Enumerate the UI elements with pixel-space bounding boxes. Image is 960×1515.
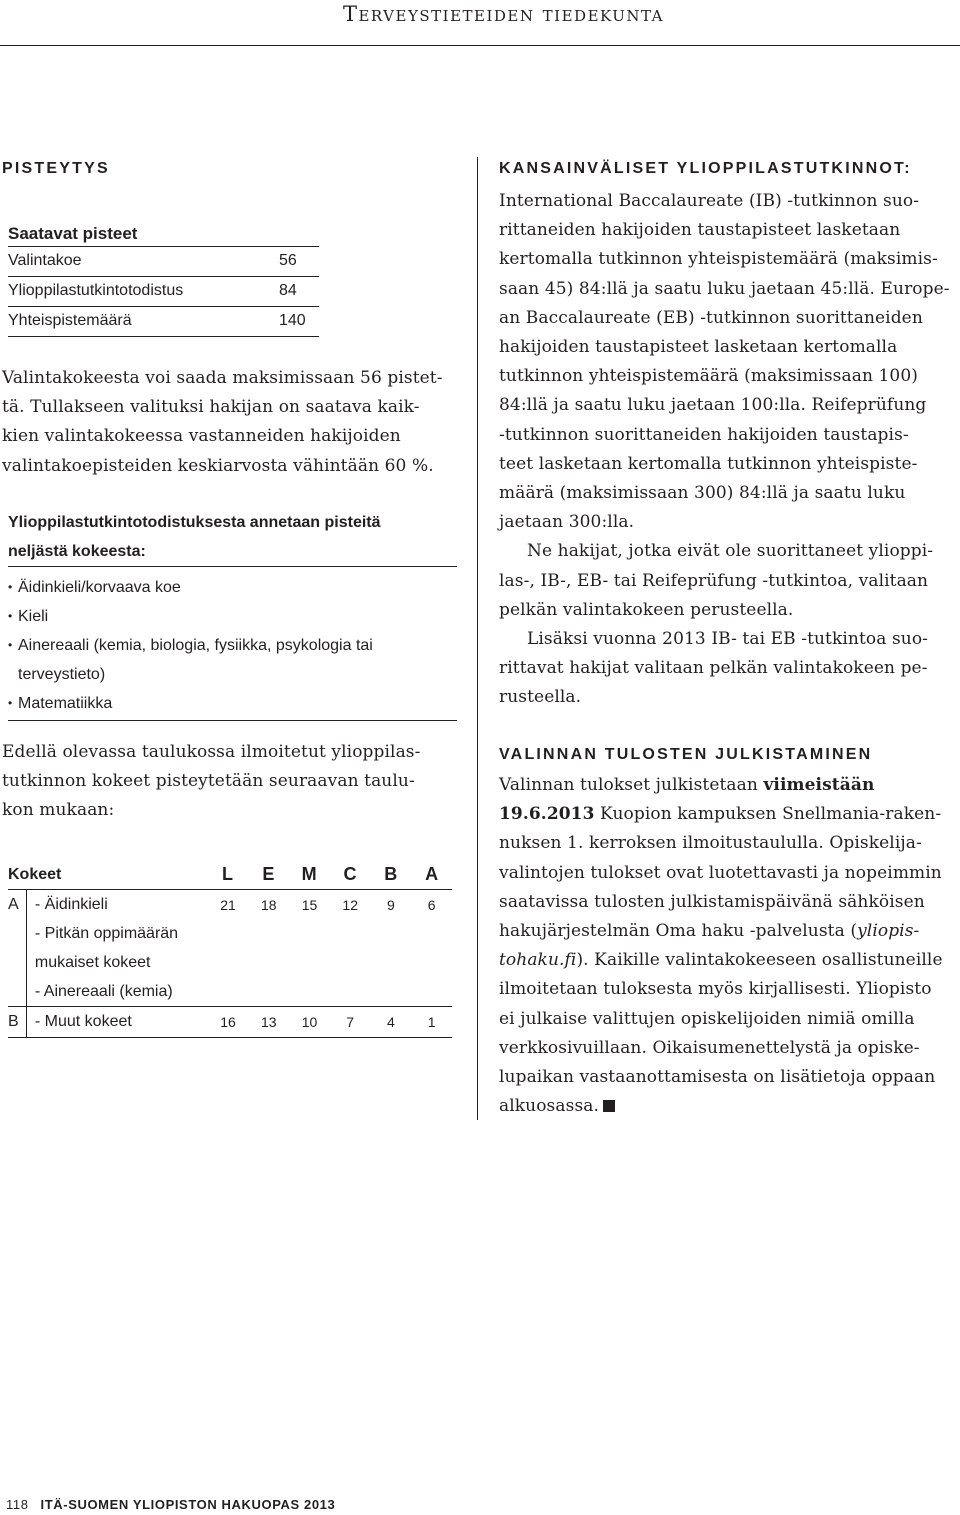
exam-list (8, 567, 457, 720)
text-line: rittavat hakijat valitaan pelkän valintakokeen pe- (499, 658, 928, 679)
table-row (8, 890, 452, 1006)
italic-text: tohaku.fi (499, 950, 577, 971)
grade-table-header-label: Kokeet (8, 865, 62, 883)
list-item: • Kieli (8, 602, 457, 631)
text-line (499, 1092, 955, 1121)
text-line: lupaikan vastaanottamisesta on lisätietoja oppaan (499, 1067, 936, 1088)
text-line: pelkän valintakokeen perusteella. (499, 599, 794, 620)
grade-intro-paragraph (2, 738, 472, 826)
text-line: tutkinnon kokeet pisteytetään seuraavan taulu- (2, 771, 415, 792)
points-row (8, 306, 319, 337)
row-letter: A (8, 890, 27, 1006)
intro-paragraph (2, 364, 472, 481)
text-line: hakijoiden taustapisteet lasketaan kertomalla (499, 337, 898, 358)
page-footer (6, 1497, 335, 1512)
text-line: nuksen 1. kerroksen ilmoitustaululla. Opiskelija- (499, 833, 922, 854)
text-line: an Baccalaureate (EB) -tutkinnon suorittaneiden (499, 307, 923, 328)
text-line (499, 771, 955, 800)
text-line (499, 917, 955, 946)
text-line: Lisäksi vuonna 2013 IB- tai EB -tutkintoa suo- (527, 629, 929, 650)
score-cell: 15 (301, 897, 318, 913)
text-line: verkkosivuillaan. Oikaisumenettelystä ja opiske- (499, 1037, 920, 1058)
row-item: - Ainereaali (kemia) (34, 983, 173, 1000)
italic-text: yliopis- (857, 921, 920, 942)
column-divider (477, 157, 478, 1120)
points-row (8, 276, 319, 306)
points-row-label: Yhteispistemäärä (8, 312, 132, 329)
text-span: alkuosassa. (499, 1096, 600, 1117)
score-cell: 10 (301, 1014, 318, 1030)
text-line: tutkinnon yhteispistemäärä (maksimissaan 100) (499, 366, 918, 387)
text-line: rusteella. (499, 687, 582, 708)
box-heading (8, 508, 457, 566)
text-span: ). Kaikille valintakokeeseen osallistuneille (576, 950, 943, 971)
results-heading: VALINNAN TULOSTEN JULKISTAMINEN (499, 746, 873, 763)
text-line: ei julkaise valittujen opiskelijoiden nimiä omilla (499, 1008, 915, 1029)
text-span: Valinnan tulokset julkistetaan (499, 775, 764, 795)
scoring-heading: PISTEYTYS (2, 160, 110, 177)
box-heading-line: neljästä kokeesta: (8, 543, 146, 560)
text-line: Valintakokeesta voi saada maksimissaan 56 pistet- (2, 368, 443, 388)
text-line: valintakoepisteiden keskiarvosta vähintään 60 %. (2, 455, 434, 476)
text-line: 84:llä ja saatu luku jaetaan 100:lla. Reifeprüfung (499, 395, 927, 416)
text-span: hakujärjestelmän Oma haku -palvelusta ( (499, 921, 858, 942)
international-exams-text (499, 187, 955, 713)
text-line: las-, IB-, EB- tai Reifeprüfung -tutkintoa, valitaan (499, 570, 929, 591)
points-row-label: Ylioppilastutkintotodistus (8, 282, 184, 299)
row-item: - Pitkän oppimäärän (34, 925, 179, 942)
text-line: Ne hakijat, jotka eivät ole suorittaneet ylioppi- (527, 541, 934, 562)
text-span: Kuopion kampuksen Snellmania-raken- (594, 804, 942, 825)
text-line: kon mukaan: (2, 800, 115, 821)
international-exams-heading: KANSAINVÄLISET YLIOPPILASTUTKINNOT: (499, 160, 912, 177)
points-row-value: 84 (279, 282, 297, 299)
score-cell: 9 (387, 897, 395, 913)
list-item (8, 631, 457, 689)
grade-header: M (301, 864, 317, 884)
score-cell: 18 (260, 897, 277, 913)
list-item: • Äidinkieli/korvaava koe (8, 573, 457, 602)
text-line: saan 45) 84:llä ja saatu luku jaetaan 45:llä. Europe- (499, 278, 950, 299)
text-line: ilmoitetaan tuloksesta myös kirjallisesti. Yliopisto (499, 979, 932, 1000)
box-heading-line: Ylioppilastutkintotodistuksesta annetaan pisteitä (8, 514, 381, 531)
text-line: tä. Tullakseen valituksi hakijan on saatava kaik- (2, 397, 420, 418)
grade-header: L (222, 864, 234, 884)
header-rule (0, 45, 960, 46)
text-line: jaetaan 300:lla. (499, 512, 635, 533)
grade-table (8, 860, 452, 1038)
grade-header: E (262, 864, 275, 884)
text-line (499, 946, 955, 975)
page-header-title: Terveystieteiden tiedekunta (342, 2, 664, 26)
points-table-caption: Saatavat pisteet (8, 224, 138, 243)
score-cell: 13 (260, 1014, 277, 1030)
score-cell: 6 (427, 897, 436, 913)
grade-table-header (8, 860, 452, 890)
grade-header: C (343, 864, 357, 884)
row-item: - Muut kokeet (34, 1013, 132, 1030)
row-item: - Äidinkieli (34, 896, 108, 913)
end-of-article-square-icon (603, 1100, 615, 1112)
text-line: teet lasketaan kertomalla tutkinnon yhteispiste- (499, 453, 918, 474)
matriculation-exams-box (8, 508, 457, 721)
score-cell: 16 (220, 1014, 236, 1030)
text-line: Edellä olevassa taulukossa ilmoitetut ylioppilas- (2, 742, 421, 762)
text-line: kien valintakokeessa vastanneiden hakijoiden (2, 426, 401, 447)
bold-text: viimeistään (763, 775, 875, 795)
points-table (8, 222, 319, 337)
text-line (499, 800, 955, 829)
list-item: • Matematiikka (8, 689, 457, 718)
score-cell: 7 (346, 1014, 355, 1030)
points-row (8, 246, 319, 276)
text-line: valintojen tulokset ovat luotettavasti ja nopeimmin (499, 862, 942, 883)
score-cell: 12 (342, 897, 358, 913)
score-cell: 1 (427, 1014, 436, 1030)
row-items (27, 1007, 208, 1037)
grade-header: B (384, 864, 398, 884)
page-number: 118 (6, 1497, 29, 1512)
text-line: -tutkinnon suorittaneiden hakijoiden taustapis- (499, 424, 909, 445)
points-row-value: 140 (279, 312, 306, 329)
list-item-text: Ainereaali (kemia, biologia, fysiikka, psykologia tai (18, 637, 373, 654)
list-item-text: terveystieto) (18, 666, 106, 683)
text-line: kertomalla tutkinnon yhteispistemäärä (maksimis- (499, 249, 938, 270)
grade-header: A (425, 864, 439, 884)
box-bottom-rule (8, 720, 457, 721)
row-letter: B (8, 1007, 27, 1037)
text-line: saatavissa tulosten julkistamispäivänä sähköisen (499, 891, 925, 912)
text-line: rittaneiden hakijoiden taustapisteet lasketaan (499, 220, 901, 241)
table-row (8, 1006, 452, 1038)
text-line: määrä (maksimissaan 300) 84:llä ja saatu luku (499, 483, 906, 504)
points-row-value: 56 (279, 252, 297, 269)
points-row-label: Valintakoe (8, 252, 82, 269)
bold-text: 19.6.2013 (499, 804, 595, 825)
publication-title: ITÄ-SUOMEN YLIOPISTON HAKUOPAS 2013 (40, 1497, 336, 1512)
score-cell: 4 (387, 1014, 395, 1030)
text-line: International Baccalaureate (IB) -tutkinnon suo- (499, 191, 920, 211)
row-items (27, 890, 208, 1006)
results-text (499, 771, 955, 1121)
score-cell: 21 (220, 897, 236, 913)
row-item: mukaiset kokeet (34, 954, 151, 971)
